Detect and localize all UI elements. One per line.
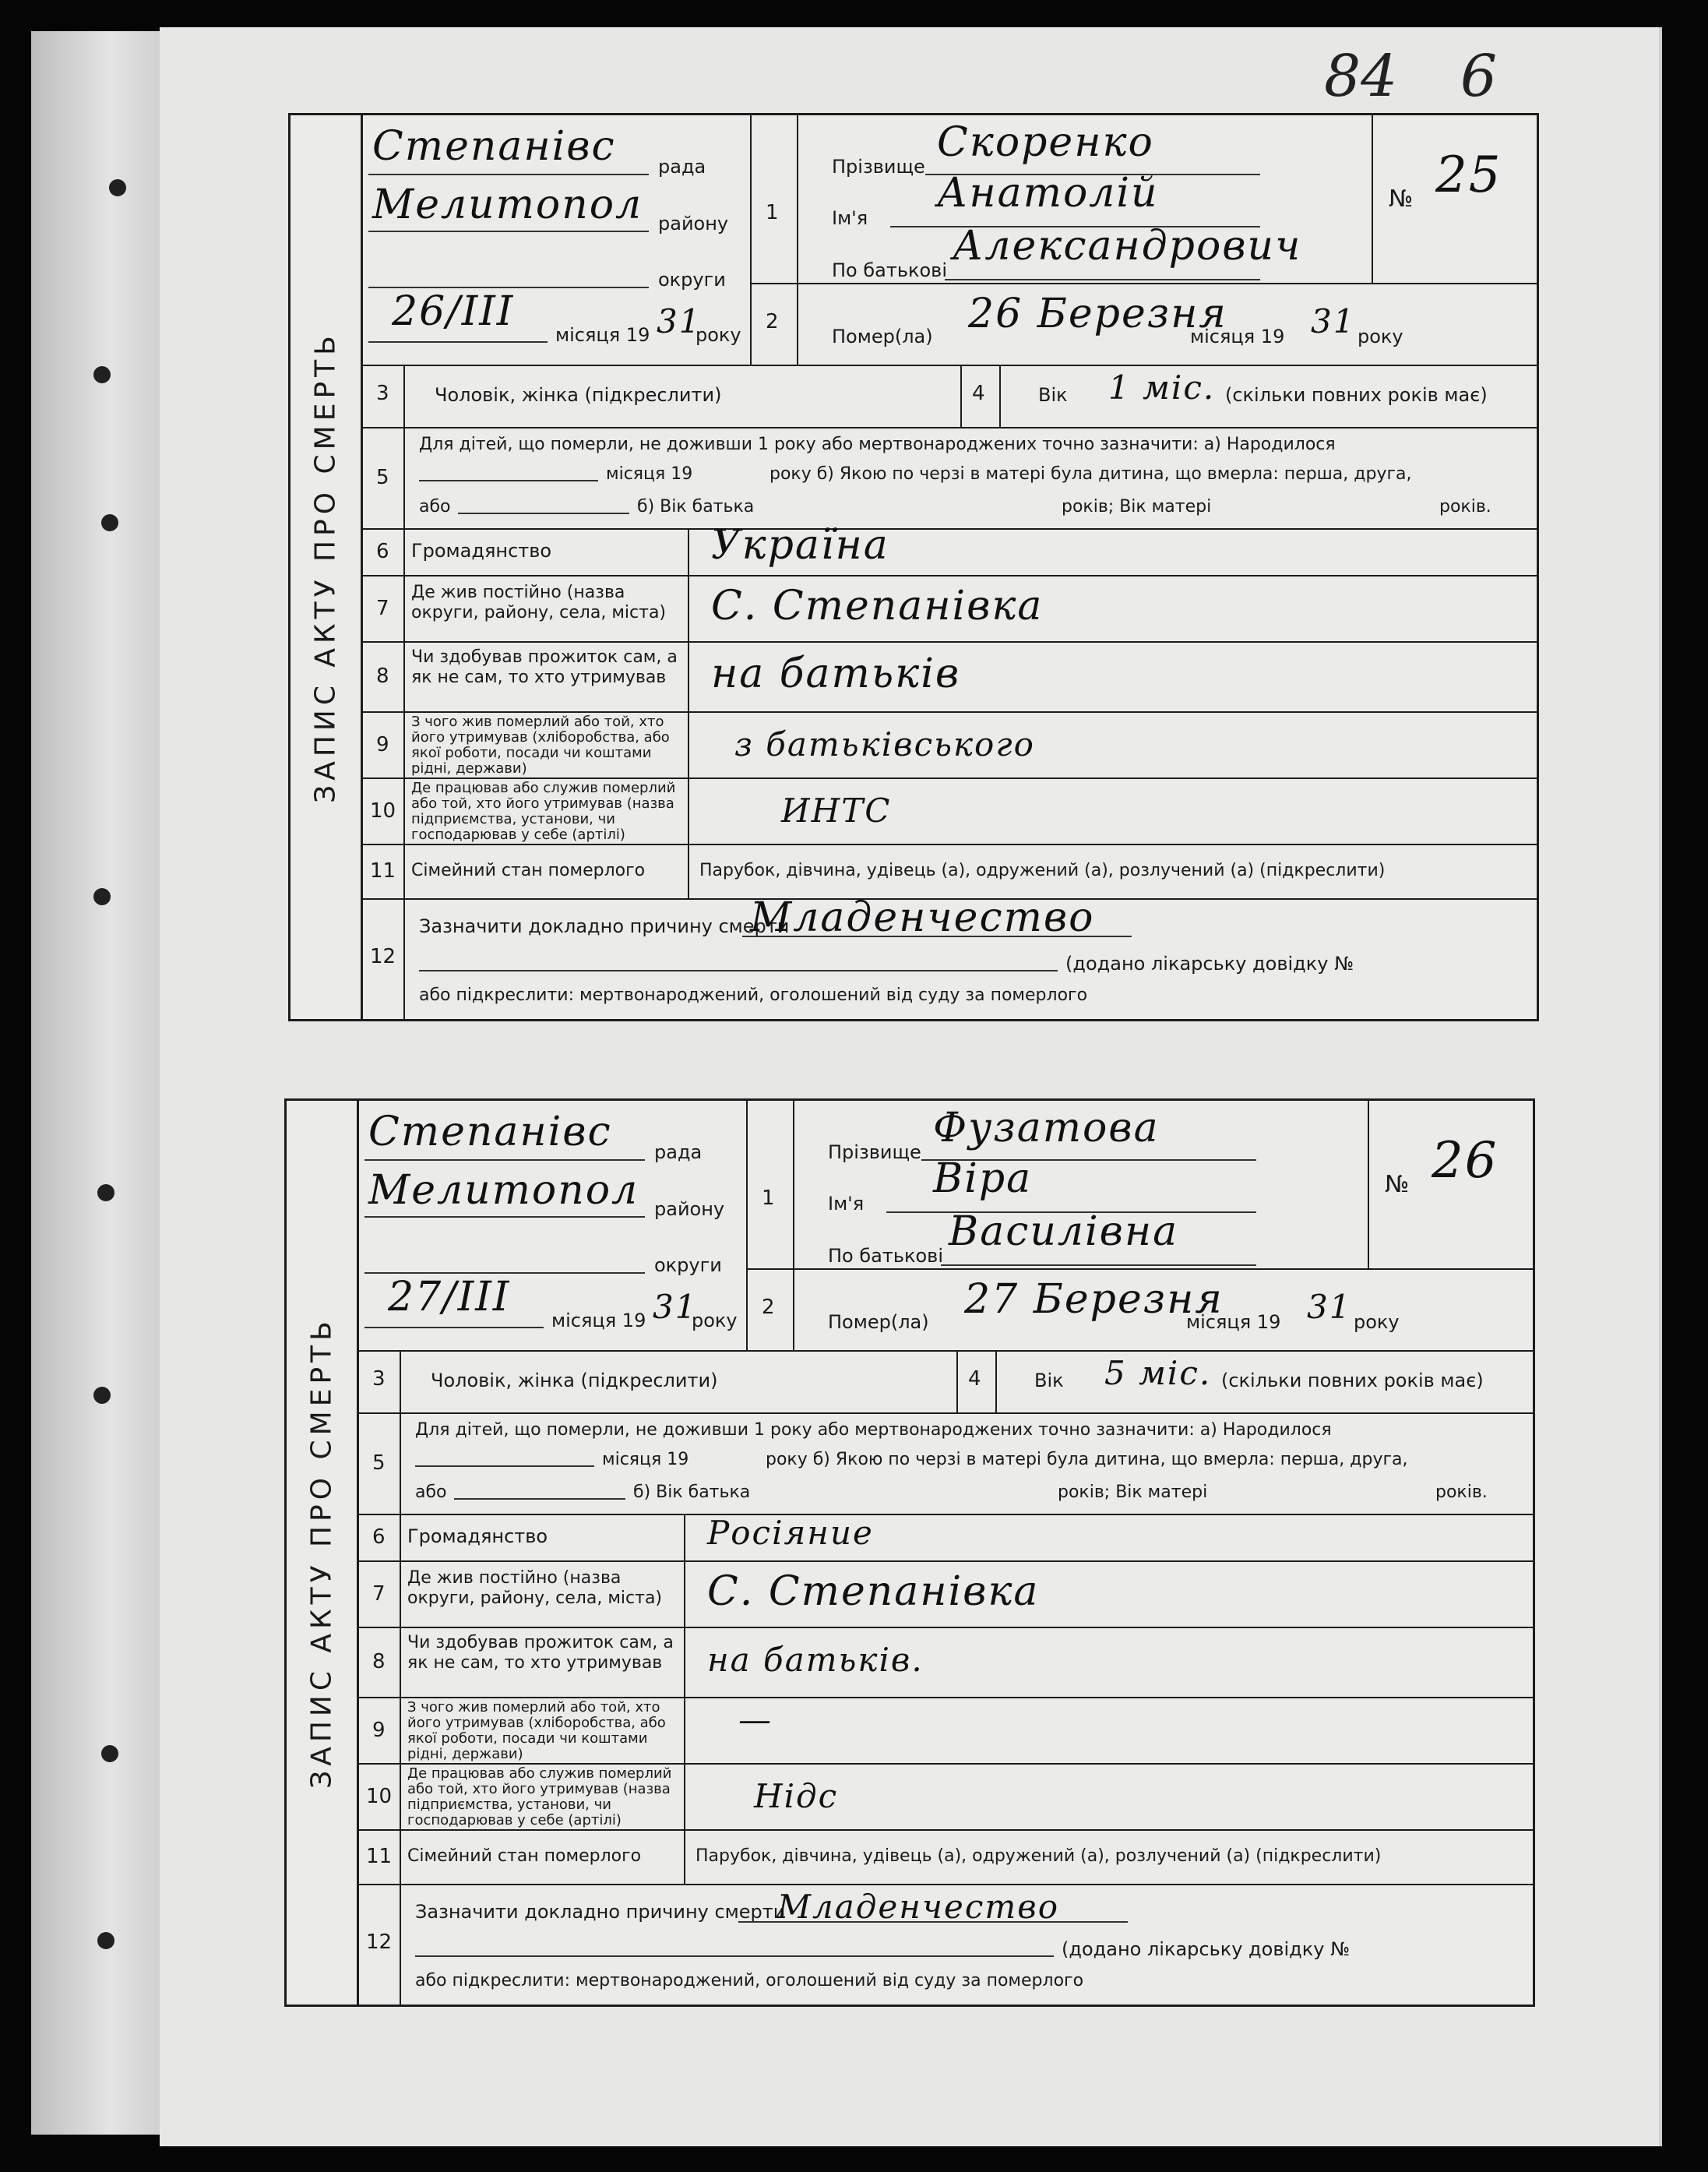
form-side-title: ЗАПИС АКТУ ПРО СМЕРТЬ [287,1101,359,2005]
cause-value: Младенчество [777,1888,1059,1926]
livelihood-row [361,711,1537,779]
residence-value: С. Степанівка [707,1568,1040,1615]
cause-row [357,1884,1533,2005]
family-status-row [357,1829,1533,1885]
died-month-label: місяця 19 [1186,1311,1281,1333]
sex-label: Чоловік, жінка (підкреслити) [431,1370,718,1391]
citizenship-row [361,522,1537,576]
surname-value: Скоренко [937,119,1154,166]
died-label: Помер(ла) [832,326,933,347]
row-number-3: 3 [376,382,389,405]
month-year-label: місяця 19 [551,1310,646,1331]
residence-value: С. Степанівка [711,583,1044,629]
registration-date: 26/III [392,288,515,335]
binding-hole [109,179,126,196]
form-side-title: ЗАПИС АКТУ ПРО СМЕРТЬ [291,115,363,1019]
infant-line-3d: років. [1439,497,1491,517]
livelihood-label: З чого жив померлий або той, хто його утримував (хліборобства, або якої роботи, посади чи коштами рідні, держави) [411,714,670,777]
row-number-6: 6 [372,1525,386,1549]
row-number-8: 8 [372,1650,386,1673]
infant-line-2: місяця 19 [606,464,693,484]
row-number-6: 6 [376,540,389,563]
row-number-5: 5 [376,466,389,489]
surname-value: Фузатова [933,1105,1160,1151]
okruga-label: округи [654,1254,722,1276]
binding-hole [101,1745,118,1762]
location-cell [361,115,752,365]
row-number-12: 12 [370,945,396,968]
page-number: 84 [1324,43,1398,110]
row-number-4: 4 [972,382,985,405]
rayon-label: району [654,1198,725,1220]
provider-row [361,641,1537,713]
binding-hole [97,1932,114,1949]
row-number-7: 7 [376,597,389,620]
infant-details-row [361,427,1537,530]
family-status-row [361,844,1537,900]
header-block [361,115,1537,366]
provider-row [357,1627,1533,1698]
binding-hole [93,1387,111,1404]
infant-line-3a: або [415,1483,447,1502]
age-label: Вік [1034,1370,1064,1391]
workplace-row [357,1763,1533,1831]
died-date: 27 Березня [964,1276,1224,1323]
died-year: 31 [1311,302,1356,340]
row-number-11: 11 [366,1845,393,1868]
row-number-7: 7 [372,1582,386,1606]
workplace-label: Де працював або служив померлий або той, хто його утримував (назва підприємства, установи, чи господарював у себе (артілі) [411,780,676,843]
infant-line-3a: або [419,497,451,517]
binding-hole [93,366,111,383]
family-status-label: Сімейний стан померлого [411,861,646,880]
name-label: Ім'я [828,1193,865,1215]
record-number: 26 [1432,1132,1498,1190]
header-block [357,1101,1533,1352]
death-record-form-2 [284,1098,1535,2007]
death-record-form-1 [288,113,1539,1021]
citizenship-row [357,1514,1533,1562]
infant-line-2: місяця 19 [602,1450,689,1469]
year-label: року [696,324,741,346]
citizenship-value: Росіяние [707,1514,874,1552]
year-label: року [692,1310,738,1331]
residence-label: Де жив постійно (назва округи, району, села, міста) [407,1568,663,1608]
number-sign: № [1385,1171,1410,1198]
cause-value: Младенчество [750,894,1095,941]
infant-line-3b: б) Вік батька [637,497,755,517]
row-number-12: 12 [366,1930,393,1954]
certificate-label: (додано лікарську довідку № [1065,953,1354,975]
age-note: (скільки повних років має) [1225,384,1488,406]
age-note: (скільки повних років має) [1221,1370,1484,1391]
infant-line-1: Для дітей, що померли, не доживши 1 року або мертвонароджених точно зазначити: а) Народилося [415,1420,1332,1440]
row-number-2: 2 [762,1296,775,1319]
patronymic-value: Василівна [949,1208,1179,1255]
registration-year: 31 [653,1288,698,1326]
location-cell [357,1101,748,1350]
row-number-8: 8 [376,665,389,688]
family-status-options: Парубок, дівчина, удівець (а), одружений (а), розлучений (а) (підкреслити) [699,861,1386,880]
patronymic-label: По батькові [832,259,947,281]
sex-label: Чоловік, жінка (підкреслити) [435,384,722,406]
sex-age-row [361,365,1537,428]
rada-label: рада [658,156,706,178]
patronymic-value: Александрович [953,223,1302,270]
row-number-10: 10 [370,799,396,823]
infant-details-row [357,1412,1533,1515]
livelihood-value: з батьківського [734,725,1035,763]
citizenship-label: Громадянство [411,540,552,562]
livelihood-value: — [738,1701,773,1739]
provider-value: на батьків. [707,1641,924,1679]
died-year: 31 [1307,1288,1352,1326]
rada-label: рада [654,1141,703,1163]
row-number-3: 3 [372,1367,386,1391]
registration-year: 31 [657,302,702,340]
rayon-value: Мелитопол [368,1167,639,1214]
infant-line-2b: року б) Якою по черзі в матері була дитина, що вмерла: перша, друга, [769,464,1412,484]
livelihood-row [357,1697,1533,1765]
binding-hole [97,1184,114,1201]
surname-label: Прізвище [832,156,925,178]
cause-label: Зазначити докладно причину смерти [415,1901,786,1923]
ledger-binding [31,31,164,2135]
died-year-label: року [1358,326,1403,347]
workplace-value: Нідс [754,1777,839,1815]
row-number-4: 4 [968,1367,981,1391]
patronymic-label: По батькові [828,1245,943,1267]
provider-label: Чи здобував прожиток сам, а як не сам, то хто утримував [407,1633,674,1673]
binding-hole [93,888,111,905]
stillborn-note: або підкреслити: мертвонароджений, оголошений від суду за померлого [419,986,1088,1005]
died-label: Помер(ла) [828,1311,929,1333]
sex-age-row [357,1350,1533,1414]
row-number-5: 5 [372,1451,386,1475]
cause-label: Зазначити докладно причину смерти [419,915,790,937]
row-number-9: 9 [376,733,389,756]
livelihood-label: З чого жив померлий або той, хто його утримував (хліборобства, або якої роботи, посади чи коштами рідні, держави) [407,1699,666,1762]
okruga-label: округи [658,269,726,291]
infant-line-3b: б) Вік батька [633,1483,751,1502]
citizenship-value: Україна [711,522,889,569]
record-number-box [1372,115,1537,284]
record-number: 25 [1435,146,1502,204]
infant-line-1: Для дітей, що померли, не доживши 1 року або мертвонароджених точно зазначити: а) Народилося [419,435,1336,454]
page-number-secondary: 6 [1460,43,1498,110]
row-number-1: 1 [762,1186,775,1210]
registration-date: 27/III [388,1274,511,1320]
workplace-row [361,777,1537,845]
residence-row [357,1560,1533,1628]
rayon-value: Мелитопол [372,182,643,228]
infant-line-3c: років; Вік матері [1058,1483,1208,1502]
row-number-9: 9 [372,1719,386,1742]
family-status-label: Сімейний стан померлого [407,1846,642,1866]
binding-hole [101,514,118,531]
died-year-label: року [1354,1311,1400,1333]
row-number-2: 2 [766,310,779,333]
certificate-label: (додано лікарську довідку № [1062,1938,1351,1960]
cause-row [361,894,1537,1019]
age-value: 1 міс. [1108,368,1216,407]
infant-line-3d: років. [1435,1483,1488,1502]
workplace-label: Де працював або служив померлий або той, хто його утримував (назва підприємства, установи, чи господарював у себе (артілі) [407,1765,672,1828]
infant-line-3c: років; Вік матері [1062,497,1212,517]
provider-label: Чи здобував прожиток сам, а як не сам, то хто утримував [411,647,678,687]
row-number-11: 11 [370,859,396,883]
row-number-1: 1 [766,201,779,224]
number-sign: № [1389,185,1414,213]
family-status-options: Парубок, дівчина, удівець (а), одружений (а), розлучений (а) (підкреслити) [696,1846,1382,1866]
record-number-box [1368,1101,1533,1270]
rayon-label: району [658,213,729,234]
citizenship-label: Громадянство [407,1525,548,1547]
month-year-label: місяця 19 [555,324,650,346]
row-number-10: 10 [366,1785,393,1808]
age-value: 5 міс. [1104,1354,1212,1392]
name-value: Віра [933,1155,1033,1202]
residence-row [361,575,1537,643]
stillborn-note: або підкреслити: мертвонароджений, оголошений від суду за померлого [415,1971,1084,1990]
rada-value: Степанівс [368,1109,612,1155]
died-month-label: місяця 19 [1190,326,1285,347]
infant-line-2b: року б) Якою по черзі в матері була дитина, що вмерла: перша, друга, [766,1450,1408,1469]
provider-value: на батьків [711,651,961,697]
age-label: Вік [1038,384,1068,406]
workplace-value: ИНТС [781,792,892,830]
name-value: Анатолій [937,170,1159,217]
rada-value: Степанівс [372,123,616,170]
died-date: 26 Березня [968,291,1227,337]
residence-label: Де жив постійно (назва округи, району, села, міста) [411,583,667,622]
name-label: Ім'я [832,207,868,229]
surname-label: Прізвище [828,1141,921,1163]
